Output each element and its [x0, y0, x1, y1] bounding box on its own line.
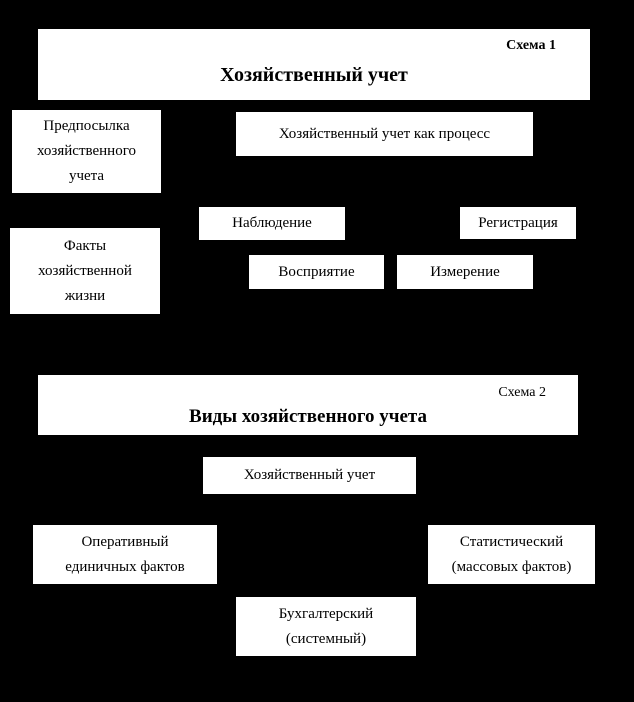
scheme2-label: Схема 2 [498, 385, 546, 400]
box-line: Оперативный [81, 533, 169, 550]
box-line: Бухгалтерский [278, 605, 374, 622]
box-operational-accounting [33, 525, 217, 584]
box-observation [199, 207, 345, 240]
box-prerequisite-of-accounting [12, 110, 161, 193]
box-line: Статистический [459, 533, 564, 550]
box-economic-accounting [203, 457, 416, 494]
box-line: Регистрация [478, 214, 558, 231]
box-line: жизни [64, 287, 106, 304]
box-line: Хозяйственный учет как процесс [278, 125, 491, 142]
box-line: Измерение [430, 263, 500, 280]
box-line: (массовых фактов) [451, 558, 572, 575]
box-registration [460, 207, 576, 239]
box-line: хозяйственного [37, 143, 136, 159]
box-line: хозяйственной [38, 262, 132, 279]
scheme1-title: Хозяйственный учет [220, 64, 408, 86]
box-perception [249, 255, 384, 289]
box-line: Факты [63, 237, 107, 254]
box-line: учета [68, 168, 105, 184]
scheme1-header-box [38, 29, 590, 100]
scheme2-header-box [38, 375, 578, 435]
box-facts-of-economic-life [10, 228, 160, 314]
box-accounting-as-process [236, 112, 533, 156]
box-line: (системный) [285, 630, 367, 647]
box-measurement [397, 255, 533, 289]
box-line: Хозяйственный учет [243, 467, 376, 483]
box-line: Предпосылка [43, 118, 130, 134]
scheme2-title: Виды хозяйственного учета [189, 406, 427, 427]
box-line: единичных фактов [65, 558, 185, 575]
box-line: Восприятие [278, 263, 355, 280]
scheme1-label: Схема 1 [506, 38, 556, 53]
box-statistical-accounting [428, 525, 595, 584]
box-line: Наблюдение [232, 215, 312, 231]
box-bookkeeping-accounting [236, 597, 416, 656]
